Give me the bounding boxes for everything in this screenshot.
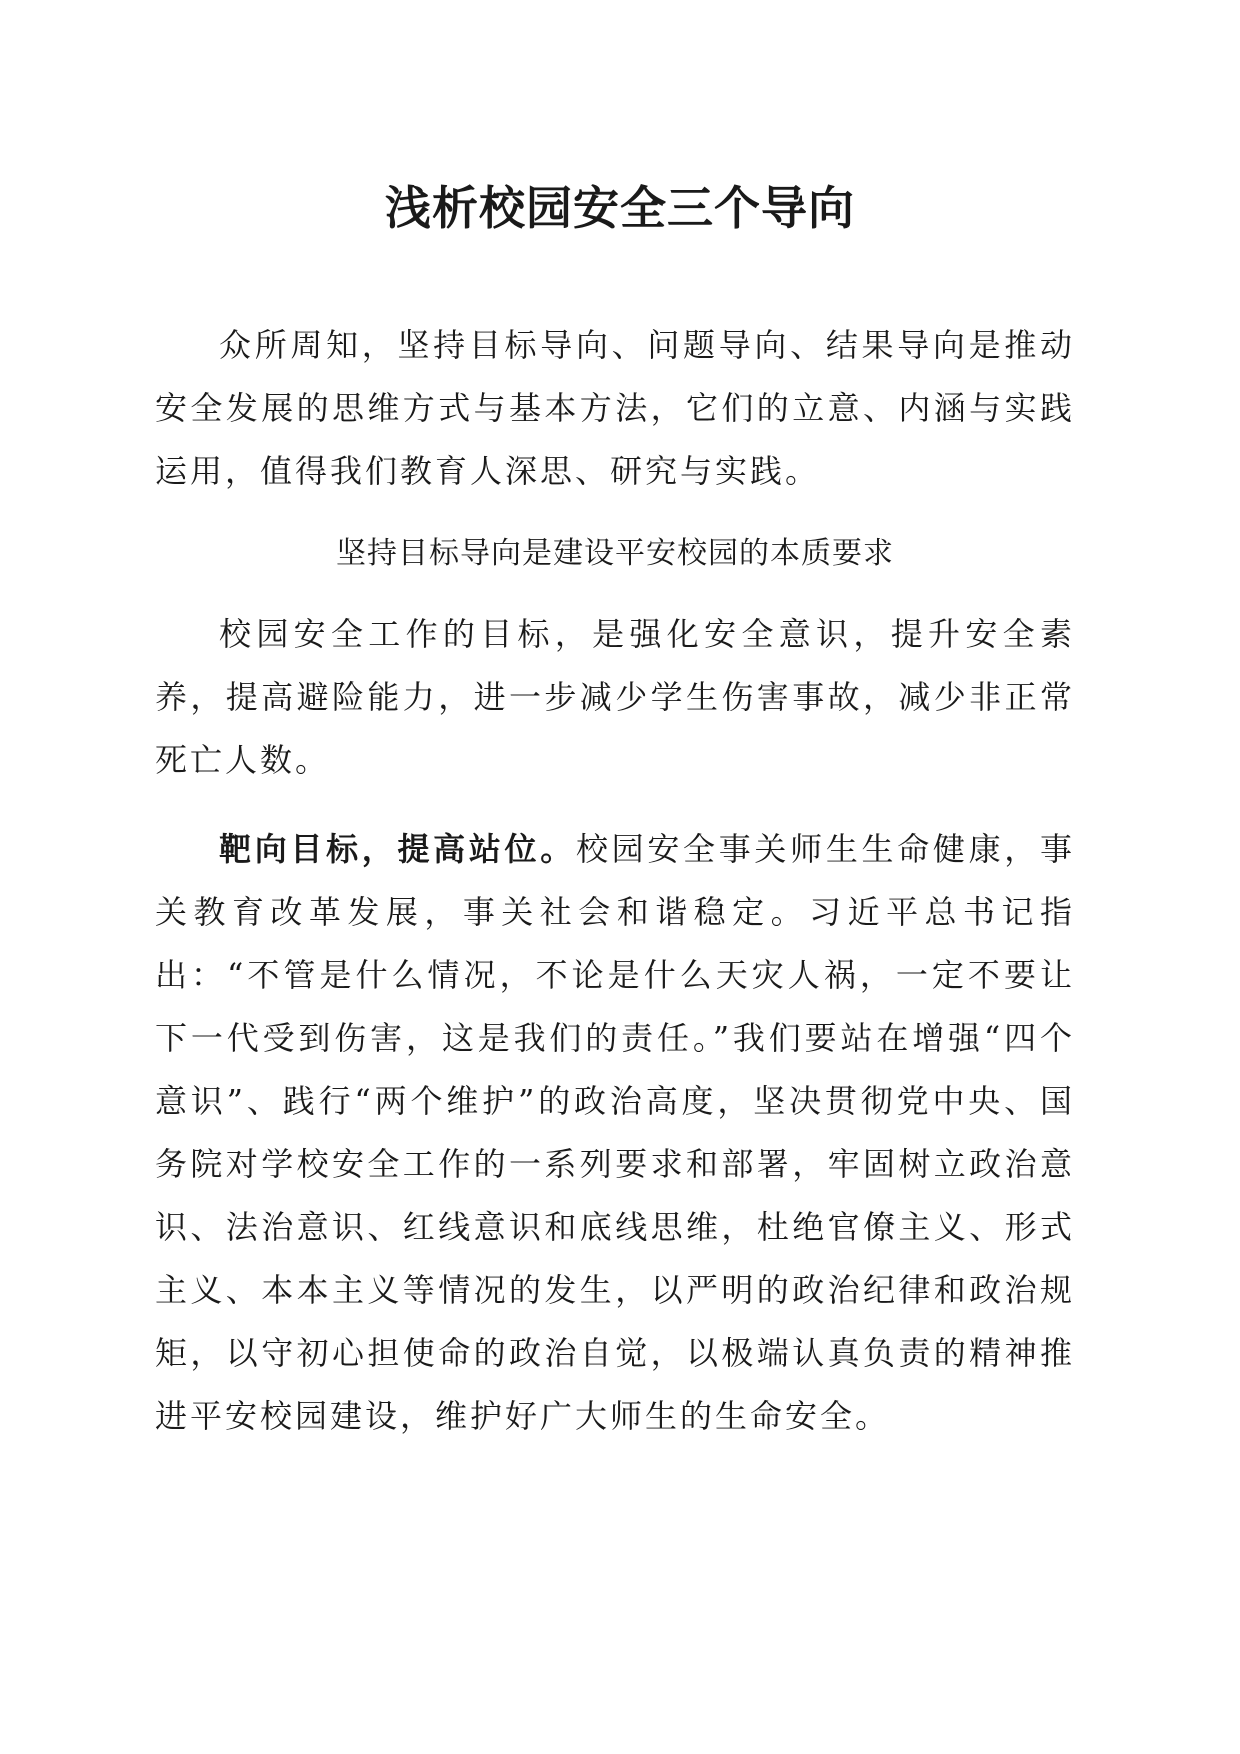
point-text: 校园安全事关师生生命健康，事关教育改革发展，事关社会和谐稳定。习近平总书记指出：“不管是什么情况，不论是什么天灾人祸，一定不要让下一代受到伤害，这是我们的责任。”我们要站在增强“四个意识”、践行“两个维护”的政治高度，坚决贯彻党中央、国务院对学校安全工作的一系列要求和部署，牢固树立政治意识、法治意识、红线意识和底线思维，杜绝官僚主义、形式主义、本本主义等情况的发生，以严明的政治纪律和政治规矩，以守初心担使命的政治自觉，以极端认真负责的精神推进平安校园建设，维护好广大师生的生命安全。	[155, 830, 1075, 1435]
point-lead: 靶向目标，提高站位。	[219, 830, 576, 868]
intro-paragraph: 众所周知，坚持目标导向、问题导向、结果导向是推动安全发展的思维方式与基本方法，它们的立意、内涵与实践运用，值得我们教育人深思、研究与实践。	[155, 326, 1075, 490]
document-body	[155, 314, 1075, 1448]
section-heading: 坚持目标导向是建设平安校园的本质要求	[336, 536, 894, 571]
point-paragraph	[155, 818, 1075, 1448]
document-title: 浅析校园安全三个导向	[385, 181, 855, 235]
section-paragraph: 校园安全工作的目标，是强化安全意识，提升安全素养，提高避险能力，进一步减少学生伤害事故，减少非正常死亡人数。	[155, 615, 1075, 779]
